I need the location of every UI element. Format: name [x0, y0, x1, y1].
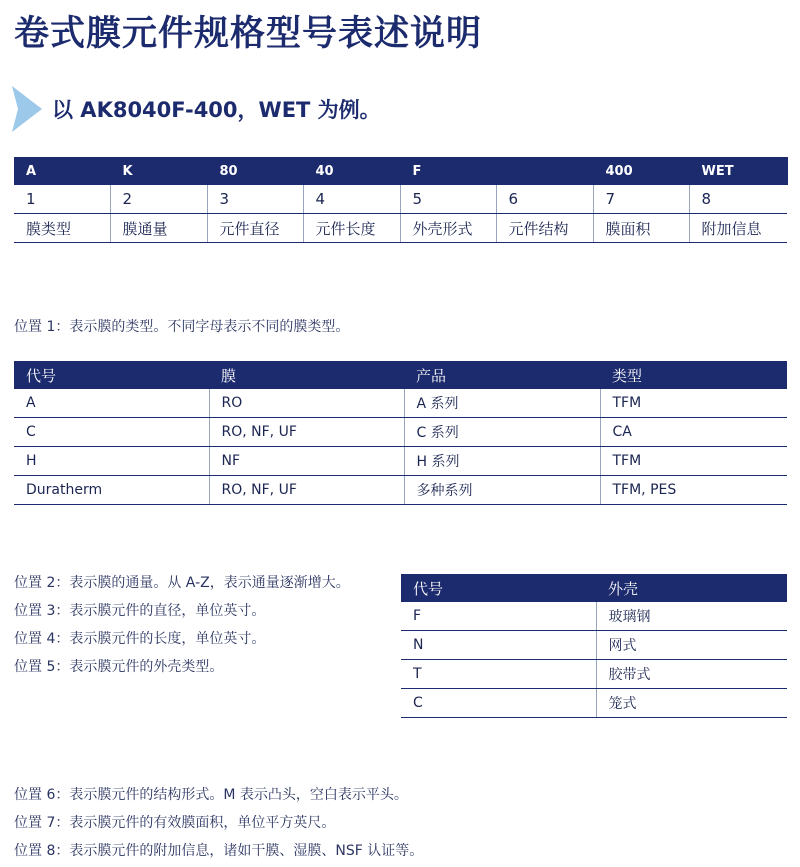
table-row — [14, 418, 787, 447]
header-cell: 外壳 — [608, 579, 639, 598]
table-cell: RO — [209, 389, 404, 418]
spec-code-row — [14, 157, 787, 185]
position-2-note: 位置 2：表示膜的通量。从 A-Z，表示通量逐渐增大。 — [14, 575, 350, 591]
table-cell: C — [401, 689, 596, 718]
position-3-note: 位置 3：表示膜元件的直径，单位英寸。 — [14, 603, 266, 619]
name-cell: 外壳形式 — [400, 214, 496, 243]
table-cell: TFM — [600, 389, 787, 418]
position-1-note: 位置 1：表示膜的类型。不同字母表示不同的膜类型。 — [14, 319, 350, 335]
spec-position-row — [14, 185, 787, 214]
table-cell: H 系列 — [404, 447, 600, 476]
table-cell: T — [401, 660, 596, 689]
code-cell: 80 — [207, 157, 303, 185]
position-6-note: 位置 6：表示膜元件的结构形式。M 表示凸头，空白表示平头。 — [14, 787, 408, 803]
table-row — [14, 447, 787, 476]
name-cell: 膜通量 — [110, 214, 207, 243]
header-cell: 类型 — [612, 366, 643, 385]
name-cell: 膜面积 — [593, 214, 689, 243]
position-cell: 5 — [400, 185, 496, 214]
table-row — [401, 660, 787, 689]
code-cell: F — [400, 157, 496, 185]
code-cell: K — [110, 157, 207, 185]
table-cell: Duratherm — [14, 476, 209, 505]
table-cell: C — [14, 418, 209, 447]
code-cell: 40 — [303, 157, 400, 185]
table-row — [401, 631, 787, 660]
chevron-right-icon — [12, 86, 42, 132]
position-4-note: 位置 4：表示膜元件的长度，单位英寸。 — [14, 631, 266, 647]
table-cell: NF — [209, 447, 404, 476]
table-cell: 玻璃钢 — [596, 602, 787, 631]
table-cell: H — [14, 447, 209, 476]
position-7-note: 位置 7：表示膜元件的有效膜面积，单位平方英尺。 — [14, 815, 336, 831]
spec-code-table — [14, 157, 788, 243]
table-cell: TFM — [600, 447, 787, 476]
table-cell: N — [401, 631, 596, 660]
position-cell: 1 — [14, 185, 110, 214]
shell-type-table — [401, 574, 787, 718]
name-cell: 附加信息 — [689, 214, 787, 243]
table-cell: 多种系列 — [404, 476, 600, 505]
table-cell: RO, NF, UF — [209, 476, 404, 505]
position-cell: 7 — [593, 185, 689, 214]
table-cell: 笼式 — [596, 689, 787, 718]
code-cell: 400 — [593, 157, 689, 185]
table-cell: RO, NF, UF — [209, 418, 404, 447]
table-row — [401, 689, 787, 718]
header-cell: 产品 — [416, 366, 447, 385]
table-cell: 胶带式 — [596, 660, 787, 689]
code-cell: WET — [689, 157, 787, 185]
membrane-type-table — [14, 361, 787, 505]
code-cell: A — [14, 157, 110, 185]
table-row — [401, 602, 787, 631]
table-cell: C 系列 — [404, 418, 600, 447]
header-cell: 代号 — [413, 579, 444, 598]
name-cell: 元件长度 — [303, 214, 400, 243]
spec-name-row — [14, 214, 787, 243]
position-cell: 3 — [207, 185, 303, 214]
header-cell: 膜 — [221, 366, 237, 385]
table-header-row — [401, 574, 787, 602]
example-text: 以 AK8040F-400，WET 为例。 — [52, 98, 381, 122]
position-8-note: 位置 8：表示膜元件的附加信息，诸如干膜、湿膜、NSF 认证等。 — [14, 843, 424, 859]
header-cell: 代号 — [26, 366, 57, 385]
table-cell: A 系列 — [404, 389, 600, 418]
table-cell: F — [401, 602, 596, 631]
table-row — [14, 389, 787, 418]
page-title: 卷式膜元件规格型号表述说明 — [14, 14, 483, 54]
table-cell: TFM, PES — [600, 476, 787, 505]
table-cell: CA — [600, 418, 787, 447]
position-cell: 6 — [496, 185, 593, 214]
code-cell — [496, 157, 593, 185]
table-cell: 网式 — [596, 631, 787, 660]
name-cell: 膜类型 — [14, 214, 110, 243]
table-cell: A — [14, 389, 209, 418]
name-cell: 元件直径 — [207, 214, 303, 243]
position-cell: 2 — [110, 185, 207, 214]
position-cell: 4 — [303, 185, 400, 214]
position-5-note: 位置 5：表示膜元件的外壳类型。 — [14, 659, 224, 675]
name-cell: 元件结构 — [496, 214, 593, 243]
table-header-row — [14, 361, 787, 389]
position-cell: 8 — [689, 185, 787, 214]
table-row — [14, 476, 787, 505]
example-banner — [12, 86, 612, 132]
